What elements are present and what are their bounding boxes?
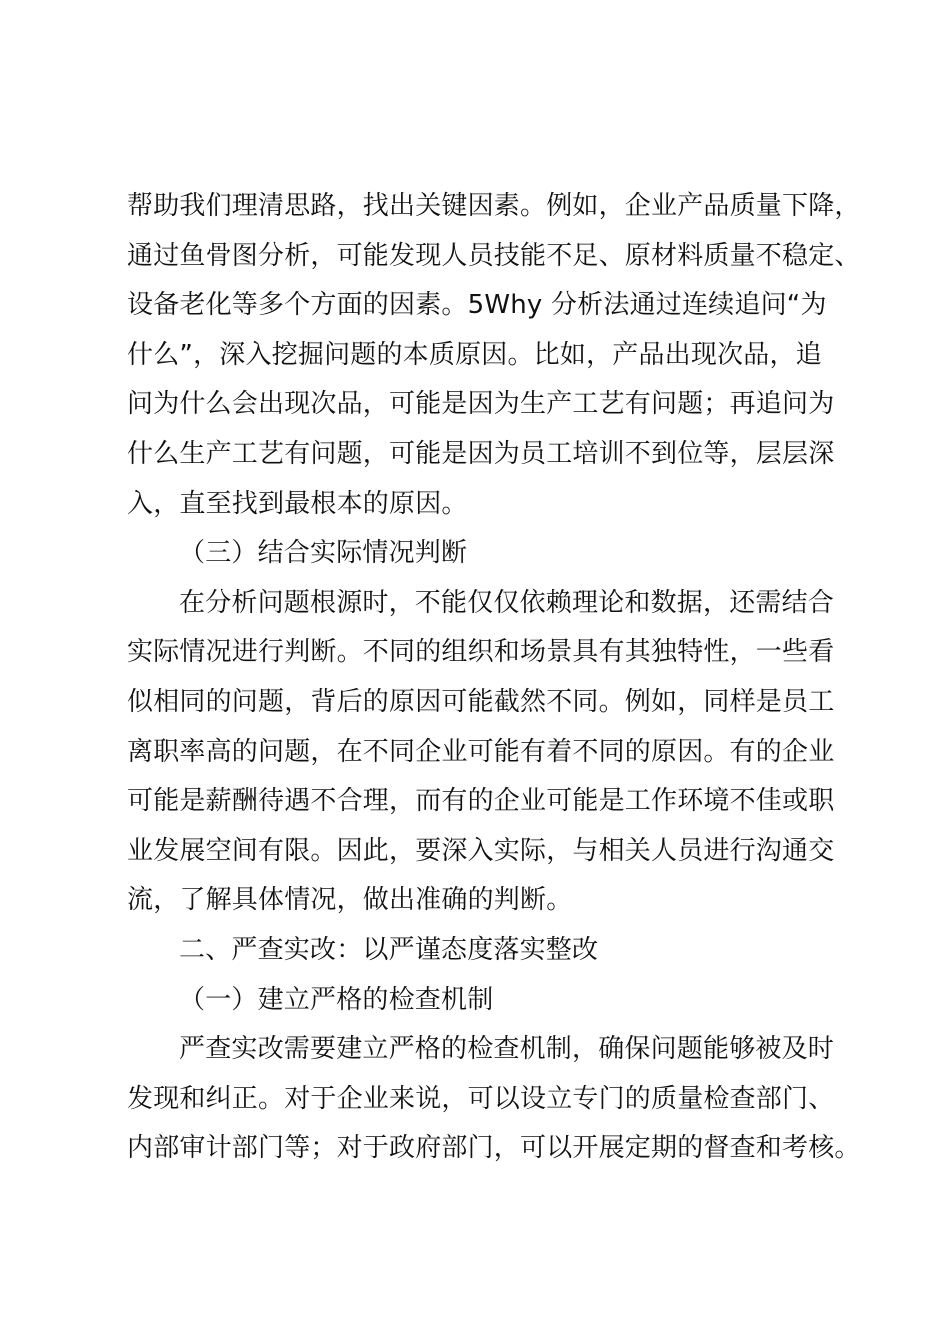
paragraph-line: 似相同的问题，背后的原因可能截然不同。例如，同样是员工 — [127, 686, 835, 717]
paragraph-line: 什么”，深入挖掘问题的本质原因。比如，产品出现次品，追 — [127, 339, 822, 370]
paragraph-line: 离职率高的问题，在不同企业可能有着不同的原因。有的企业 — [127, 736, 835, 767]
paragraph-line: 流，了解具体情况，做出准确的判断。 — [127, 885, 573, 916]
paragraph-line: 在分析问题根源时，不能仅仅依赖理论和数据，还需结合 — [179, 587, 835, 618]
paragraph-line: 什么生产工艺有问题，可能是因为员工培训不到位等，层层深 — [127, 438, 835, 469]
paragraph-line: 通过鱼骨图分析，可能发现人员技能不足、原材料质量不稳定、 — [127, 240, 861, 271]
paragraph-line: 可能是薪酬待遇不合理，而有的企业可能是工作环境不佳或职 — [127, 786, 835, 817]
paragraph-line: 内部审计部门等；对于政府部门，可以开展定期的督查和考核。 — [127, 1133, 861, 1164]
section-heading: （三）结合实际情况判断 — [179, 538, 468, 569]
section-heading: （一）建立严格的检查机制 — [179, 984, 494, 1015]
paragraph-line: 发现和纠正。对于企业来说，可以设立专门的质量检查部门、 — [127, 1083, 835, 1114]
paragraph-line: 入，直至找到最根本的原因。 — [127, 488, 468, 519]
paragraph-line: 问为什么会出现次品，可能是因为生产工艺有问题；再追问为 — [127, 389, 835, 420]
paragraph-line: 实际情况进行判断。不同的组织和场景具有其独特性，一些看 — [127, 637, 835, 668]
document-body — [127, 182, 867, 1174]
chapter-heading: 二、严查实改：以严谨态度落实整改 — [179, 934, 599, 965]
paragraph-line: 设备老化等多个方面的因素。5Why 分析法通过连续追问“为 — [127, 290, 827, 321]
paragraph-line: 严查实改需要建立严格的检查机制，确保问题能够被及时 — [179, 1034, 835, 1065]
paragraph-line: 业发展空间有限。因此，要深入实际，与相关人员进行沟通交 — [127, 835, 835, 866]
paragraph-line: 帮助我们理清思路，找出关键因素。例如，企业产品质量下降， — [127, 191, 861, 221]
